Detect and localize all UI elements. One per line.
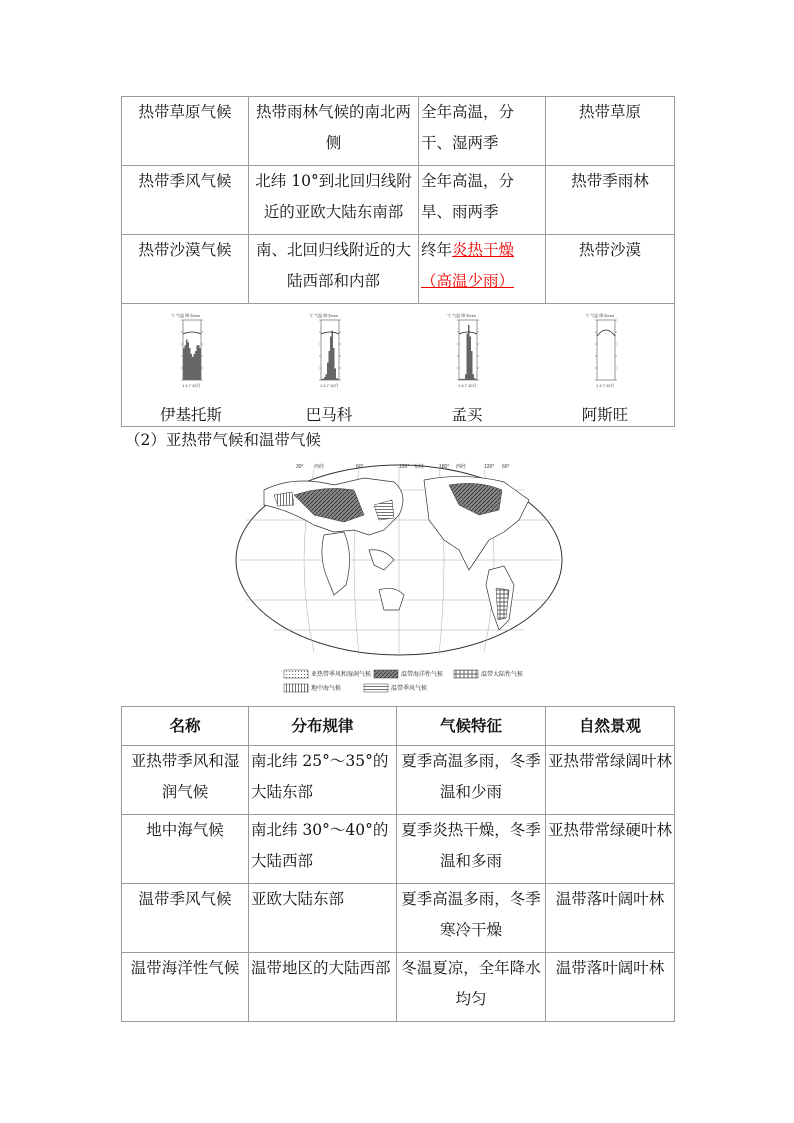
chart-top-label: ℃ 气温 降水mm xyxy=(585,313,614,318)
city-label: 伊基托斯 xyxy=(159,406,222,424)
features-text: 终年 xyxy=(421,241,453,259)
features: 夏季高温多雨，冬季温和少雨 xyxy=(397,746,546,815)
longitude-label: 60° xyxy=(502,464,510,470)
landscape: 亚热带常绿阔叶林 xyxy=(546,746,675,815)
city-label: 孟买 xyxy=(451,406,483,424)
chart-month-label: 1 4 7 10月 xyxy=(320,383,339,388)
chart-frame xyxy=(597,320,615,380)
precip-bar xyxy=(200,348,202,380)
precip-bar xyxy=(192,357,194,380)
features xyxy=(419,235,546,304)
temperature-curve xyxy=(183,332,201,334)
subtropical-temperate-table xyxy=(121,706,675,1022)
city-label: 阿斯旺 xyxy=(581,406,629,424)
table-row xyxy=(122,235,675,304)
legend-swatch xyxy=(284,670,308,678)
highlighted-answer: 炎热干燥（高温少雨） xyxy=(421,241,515,290)
precip-bar xyxy=(326,374,328,380)
longitude-labels xyxy=(296,463,510,470)
precip-bar xyxy=(473,374,475,380)
precip-bar xyxy=(327,363,329,380)
landscape: 温带落叶阔叶林 xyxy=(546,884,675,953)
longitude-label: 西经 xyxy=(314,464,325,470)
climate-chart xyxy=(545,312,665,426)
distribution: 南、北回归线附近的大陆西部和内部 xyxy=(249,235,419,304)
precip-bar xyxy=(189,348,191,380)
precip-bar xyxy=(195,351,197,380)
climate-name: 亚热带季风和湿润气候 xyxy=(122,746,249,815)
landscape: 亚热带常绿硬叶林 xyxy=(546,815,675,884)
features: 夏季炎热干燥，冬季温和多雨 xyxy=(397,815,546,884)
distribution: 北纬 10°到北回归线附近的亚欧大陆东南部 xyxy=(249,166,419,235)
table-row xyxy=(122,815,675,884)
precip-bar xyxy=(468,325,470,380)
climate-name: 热带沙漠气候 xyxy=(122,235,249,304)
climate-charts xyxy=(122,304,674,426)
legend-label: 亚热带季风和湿润气候 xyxy=(311,672,372,678)
features: 夏季高温多雨，冬季寒冷干燥 xyxy=(397,884,546,953)
precip-bar xyxy=(329,351,331,380)
precip-bar xyxy=(185,345,187,380)
precip-bar xyxy=(186,339,188,380)
longitude-label: 30° xyxy=(296,464,304,470)
landscape: 热带季雨林 xyxy=(546,166,675,235)
temperature-curve xyxy=(321,332,339,334)
precip-bar xyxy=(336,378,338,380)
table-row xyxy=(122,953,675,1022)
climate-chart xyxy=(407,312,527,426)
climate-chart-graphic xyxy=(169,312,213,390)
longitude-label: 120° xyxy=(484,464,495,470)
features: 全年高温，分干、湿两季 xyxy=(419,97,546,166)
climate-name: 温带海洋性气候 xyxy=(122,953,249,1022)
precip-bar xyxy=(330,337,332,381)
climate-name: 热带草原气候 xyxy=(122,97,249,166)
precip-bar xyxy=(333,348,335,380)
climate-chart-graphic xyxy=(445,312,489,390)
precip-bar xyxy=(465,374,467,380)
features: 冬温夏凉，全年降水均匀 xyxy=(397,953,546,1022)
precip-bar xyxy=(459,379,461,380)
chart-month-label: 1 4 7 10月 xyxy=(458,383,477,388)
chart-top-label: ℃ 气温 降水mm xyxy=(447,313,476,318)
chart-top-label: ℃ 气温 降水mm xyxy=(171,313,200,318)
longitude-label: 西经 xyxy=(456,464,467,470)
distribution: 热带雨林气候的南北两侧 xyxy=(249,97,419,166)
longitude-label: 60° xyxy=(356,464,364,470)
precip-bar xyxy=(338,379,340,380)
precip-bar xyxy=(461,379,463,380)
precip-bar xyxy=(188,342,190,380)
legend-label: 温带大陆性气候 xyxy=(481,672,524,678)
precip-bar xyxy=(191,354,193,380)
chart-month-label: 1 4 7 10月 xyxy=(182,383,201,388)
climate-name: 温带季风气候 xyxy=(122,884,249,953)
climate-charts-row xyxy=(122,304,675,427)
landscape: 热带草原 xyxy=(546,97,675,166)
precip-bar xyxy=(335,368,337,380)
legend-swatch xyxy=(364,684,388,692)
city-label: 巴马科 xyxy=(305,406,353,424)
climate-charts-cell xyxy=(122,304,675,427)
precip-bar xyxy=(323,379,325,380)
table-row xyxy=(122,166,675,235)
legend-swatch xyxy=(454,670,478,678)
precip-bar xyxy=(198,345,200,380)
legend-label: 地中海气候 xyxy=(311,686,342,692)
column-header: 名称 xyxy=(122,707,249,746)
table-header-row xyxy=(122,707,675,746)
climate-chart xyxy=(131,312,251,426)
precip-bar xyxy=(470,337,472,381)
table-row xyxy=(122,746,675,815)
chart-top-label: ℃ 气温 降水mm xyxy=(309,313,338,318)
precip-bar xyxy=(324,377,326,380)
precip-bar xyxy=(476,379,478,380)
landscape: 温带落叶阔叶林 xyxy=(546,953,675,1022)
column-header: 气候特征 xyxy=(397,707,546,746)
legend-label: 温带海洋性气候 xyxy=(401,672,444,678)
table-row xyxy=(122,884,675,953)
temperature-curve xyxy=(597,330,615,336)
features: 全年高温，分旱、雨两季 xyxy=(419,166,546,235)
climate-name: 热带季风气候 xyxy=(122,166,249,235)
climate-chart xyxy=(269,312,389,426)
climate-chart-graphic xyxy=(583,312,627,390)
precip-bar xyxy=(467,334,469,380)
table-row xyxy=(122,97,675,166)
precip-bar xyxy=(321,379,323,380)
legend-label: 温带季风气候 xyxy=(391,686,428,692)
tropical-climate-table xyxy=(121,96,675,427)
longitude-label: 180° xyxy=(439,464,450,470)
distribution: 南北纬 30°～40°的大陆西部 xyxy=(249,815,397,884)
legend-swatch xyxy=(284,684,308,692)
precip-bar xyxy=(194,354,196,380)
legend-swatch xyxy=(374,670,398,678)
precip-bar xyxy=(474,378,476,380)
column-header: 分布规律 xyxy=(249,707,397,746)
climate-chart-graphic xyxy=(307,312,351,390)
world-climate-map xyxy=(234,460,564,700)
column-header: 自然景观 xyxy=(546,707,675,746)
precip-bar xyxy=(471,351,473,380)
precip-bar xyxy=(464,379,466,380)
longitude-label: 120° xyxy=(399,464,410,470)
precip-bar xyxy=(197,345,199,380)
longitude-label: 东经 xyxy=(414,464,425,470)
precip-bar xyxy=(183,348,185,380)
distribution: 亚欧大陆东部 xyxy=(249,884,397,953)
chart-month-label: 1 4 7 10月 xyxy=(596,383,615,388)
climate-name: 地中海气候 xyxy=(122,815,249,884)
map-legend xyxy=(284,670,523,692)
distribution: 温带地区的大陆西部 xyxy=(249,953,397,1022)
distribution: 南北纬 25°～35°的大陆东部 xyxy=(249,746,397,815)
section-title: （2）亚热带气候和温带气候 xyxy=(125,431,321,449)
precip-bar xyxy=(462,379,464,380)
precip-bar xyxy=(332,331,334,380)
landscape: 热带沙漠 xyxy=(546,235,675,304)
